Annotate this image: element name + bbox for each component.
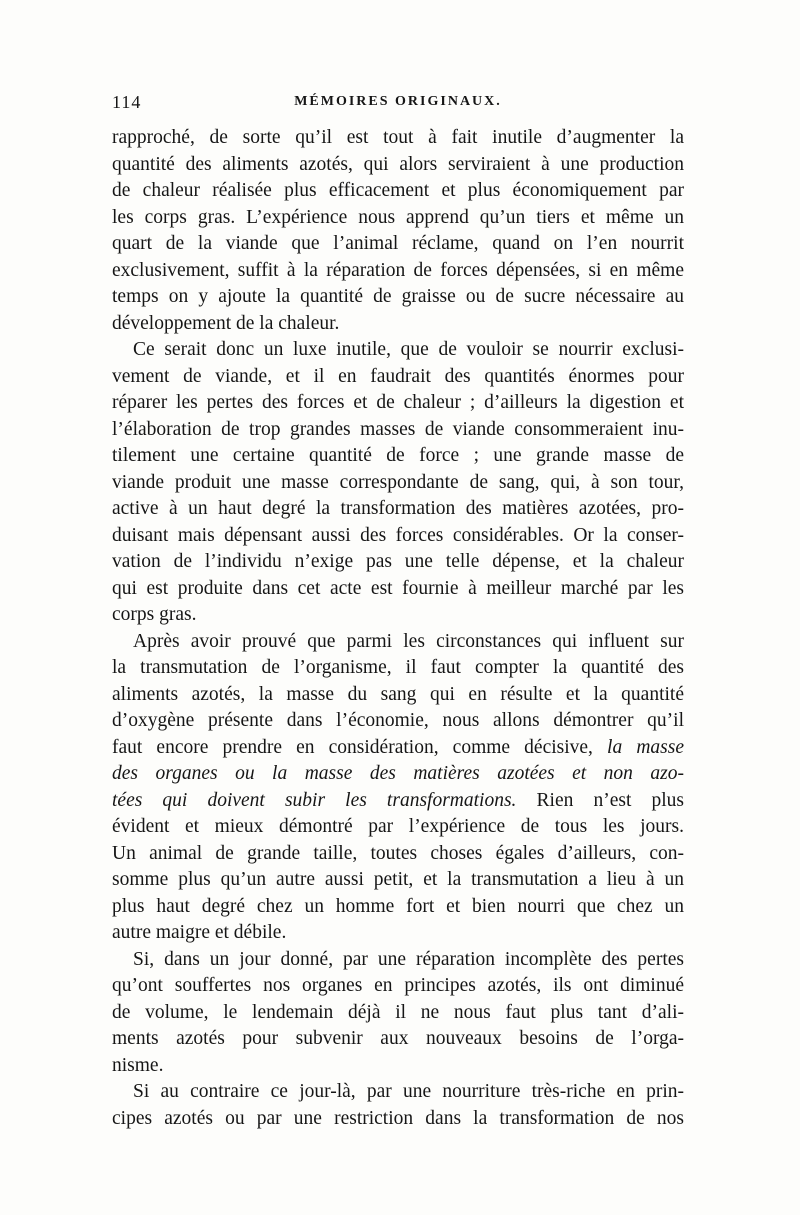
text-line: Si, dans un jour donné, par une réparation incomplète des pertes	[133, 948, 684, 970]
text-line-mixed	[112, 735, 684, 762]
text-line: viande produit une masse correspondante de sang, qui, à son tour,	[112, 471, 684, 493]
text-line: rapproché, de sorte qu’il est tout à fait inutile d’augmenter la	[112, 127, 684, 148]
running-head	[112, 92, 684, 116]
text-line: somme plus qu’un autre aussi petit, et la transmutation a lieu à un	[112, 869, 684, 890]
text-line: duisant mais dépensant aussi des forces considérables. Or la conser-	[112, 524, 684, 546]
text-line: Ce serait donc un luxe inutile, que de vouloir se nourrir exclusi-	[133, 339, 684, 360]
italic-segment: tées qui doivent subir les transformations.	[112, 789, 517, 811]
text-line: exclusivement, suffit à la réparation de forces dépensées, si en même	[112, 259, 684, 281]
paragraph-3	[112, 629, 684, 947]
text-line: développement de la chaleur.	[112, 312, 340, 334]
text-line: temps on y ajoute la quantité de graisse ou de sucre nécessaire au	[112, 286, 684, 307]
text-line: la transmutation de l’organisme, il faut compter la quantité des	[112, 657, 684, 678]
text-line: cipes azotés ou par une restriction dans la transformation de nos	[112, 1107, 684, 1129]
text-line: Après avoir prouvé que parmi les circonstances qui influent sur	[133, 630, 684, 652]
text-line: qui est produite dans cet acte est fournie à meilleur marché par les	[112, 577, 684, 599]
text-line: les corps gras. L’expérience nous apprend qu’un tiers et même un	[112, 206, 684, 228]
text-line: autre maigre et débile.	[112, 922, 287, 943]
italic-text-line: des organes ou la masse des matières azotées et non azo-	[112, 763, 684, 784]
text-line: évident et mieux démontré par l’expérience de tous les jours.	[112, 816, 684, 837]
text-line: de chaleur réalisée plus efficacement et plus économiquement par	[112, 180, 684, 201]
text-line: quart de la viande que l’animal réclame, quand on l’en nourrit	[112, 233, 684, 254]
text-line: Un animal de grande taille, toutes choses égales d’ailleurs, con-	[112, 842, 684, 864]
text-line: active à un haut degré la transformation des matières azotées, pro-	[112, 498, 684, 519]
text-line: tilement une certaine quantité de force ; une grande masse de	[112, 445, 684, 466]
text-line: Si au contraire ce jour-là, par une nourriture très-riche en prin-	[133, 1081, 684, 1102]
text-line: l’élaboration de trop grandes masses de viande consommeraient inu-	[112, 418, 684, 440]
text-line: aliments azotés, la masse du sang qui en résulte et la quantité	[112, 683, 684, 705]
paragraph-4	[112, 947, 684, 1080]
text-line: de volume, le lendemain déjà il ne nous faut plus tant d’ali-	[112, 1001, 684, 1023]
text-line: vement de viande, et il en faudrait des quantités énormes pour	[112, 365, 684, 387]
paragraph-1	[112, 125, 684, 337]
text-line: ments azotés pour subvenir aux nouveaux besoins de l’orga-	[112, 1028, 684, 1049]
text-body	[112, 125, 684, 1132]
text-line: qu’ont souffertes nos organes en principes azotés, ils ont diminué	[112, 975, 684, 996]
text-line: corps gras.	[112, 604, 197, 625]
text-line: nisme.	[112, 1054, 164, 1076]
text-line: réparer les pertes des forces et de chaleur ; d’ailleurs la digestion et	[112, 392, 684, 413]
paragraph-5	[112, 1079, 684, 1132]
text-segment: Rien n’est plus	[516, 789, 684, 811]
running-title: MÉMOIRES ORIGINAUX.	[294, 94, 502, 109]
text-line: d’oxygène présente dans l’économie, nous allons démontrer qu’il	[112, 710, 684, 731]
italic-segment: la masse	[607, 736, 684, 758]
page-number: 114	[112, 92, 142, 112]
text-line: vation de l’individu n’exige pas une telle dépense, et la chaleur	[112, 551, 684, 572]
paragraph-2	[112, 337, 684, 629]
text-line: quantité des aliments azotés, qui alors serviraient à une production	[112, 153, 684, 175]
text-line: plus haut degré chez un homme fort et bien nourri que chez un	[112, 895, 684, 917]
text-segment: faut encore prendre en considération, comme décisive,	[112, 736, 608, 758]
text-line-mixed	[112, 788, 684, 815]
